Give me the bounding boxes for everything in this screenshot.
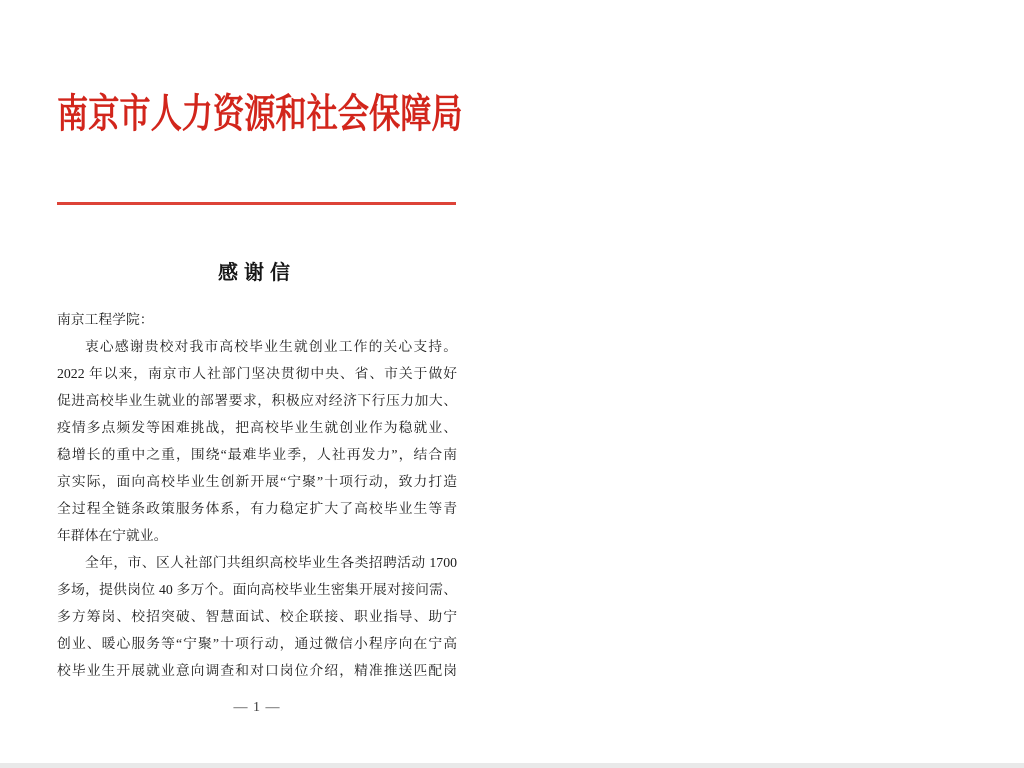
body-text-page-1 <box>57 306 457 684</box>
text-line: 多方筹岗、校招突破、智慧面试、校企联接、职业指导、助宁 <box>57 609 457 624</box>
text-line: 衷心感谢贵校对我市高校毕业生就创业工作的关心支持。 <box>85 339 457 354</box>
text-line: 2022 年以来，南京市人社部门坚决贯彻中央、省、市关于做好 <box>57 366 457 381</box>
screen-bottom-edge <box>0 763 1024 768</box>
letterhead-divider <box>57 202 456 205</box>
text-line: 全年，市、区人社部门共组织高校毕业生各类招聘活动 1700 <box>85 555 457 570</box>
letterhead-title: 南京市人力资源和社会保障局 <box>57 91 463 136</box>
letter-page-2 <box>512 0 1024 768</box>
letter-title: 感谢信 <box>218 262 296 284</box>
text-line: 促进高校毕业生就业的部署要求，积极应对经济下行压力加大、 <box>57 393 457 408</box>
text-line: 全过程全链条政策服务体系，有力稳定扩大了高校毕业生等青 <box>57 501 457 516</box>
text-line: 多场，提供岗位 40 多万个。面向高校毕业生密集开展对接问需、 <box>57 582 457 597</box>
text-line: 疫情多点频发等困难挑战，把高校毕业生就创业作为稳就业、 <box>57 420 457 435</box>
text-line: 年群体在宁就业。 <box>57 528 168 543</box>
text-line: 创业、暖心服务等“宁聚”十项行动，通过微信小程序向在宁高 <box>57 636 457 651</box>
text-line: 校毕业生开展就业意向调查和对口岗位介绍，精准推送匹配岗 <box>57 663 457 678</box>
text-line: 南京工程学院： <box>57 312 154 327</box>
page-number-1: — 1 — <box>233 700 281 715</box>
text-line: 京实际，面向高校毕业生创新开展“宁聚”十项行动，致力打造 <box>57 474 457 489</box>
text-line: 稳增长的重中之重，围绕“最难毕业季，人社再发力”，结合南 <box>57 447 457 462</box>
